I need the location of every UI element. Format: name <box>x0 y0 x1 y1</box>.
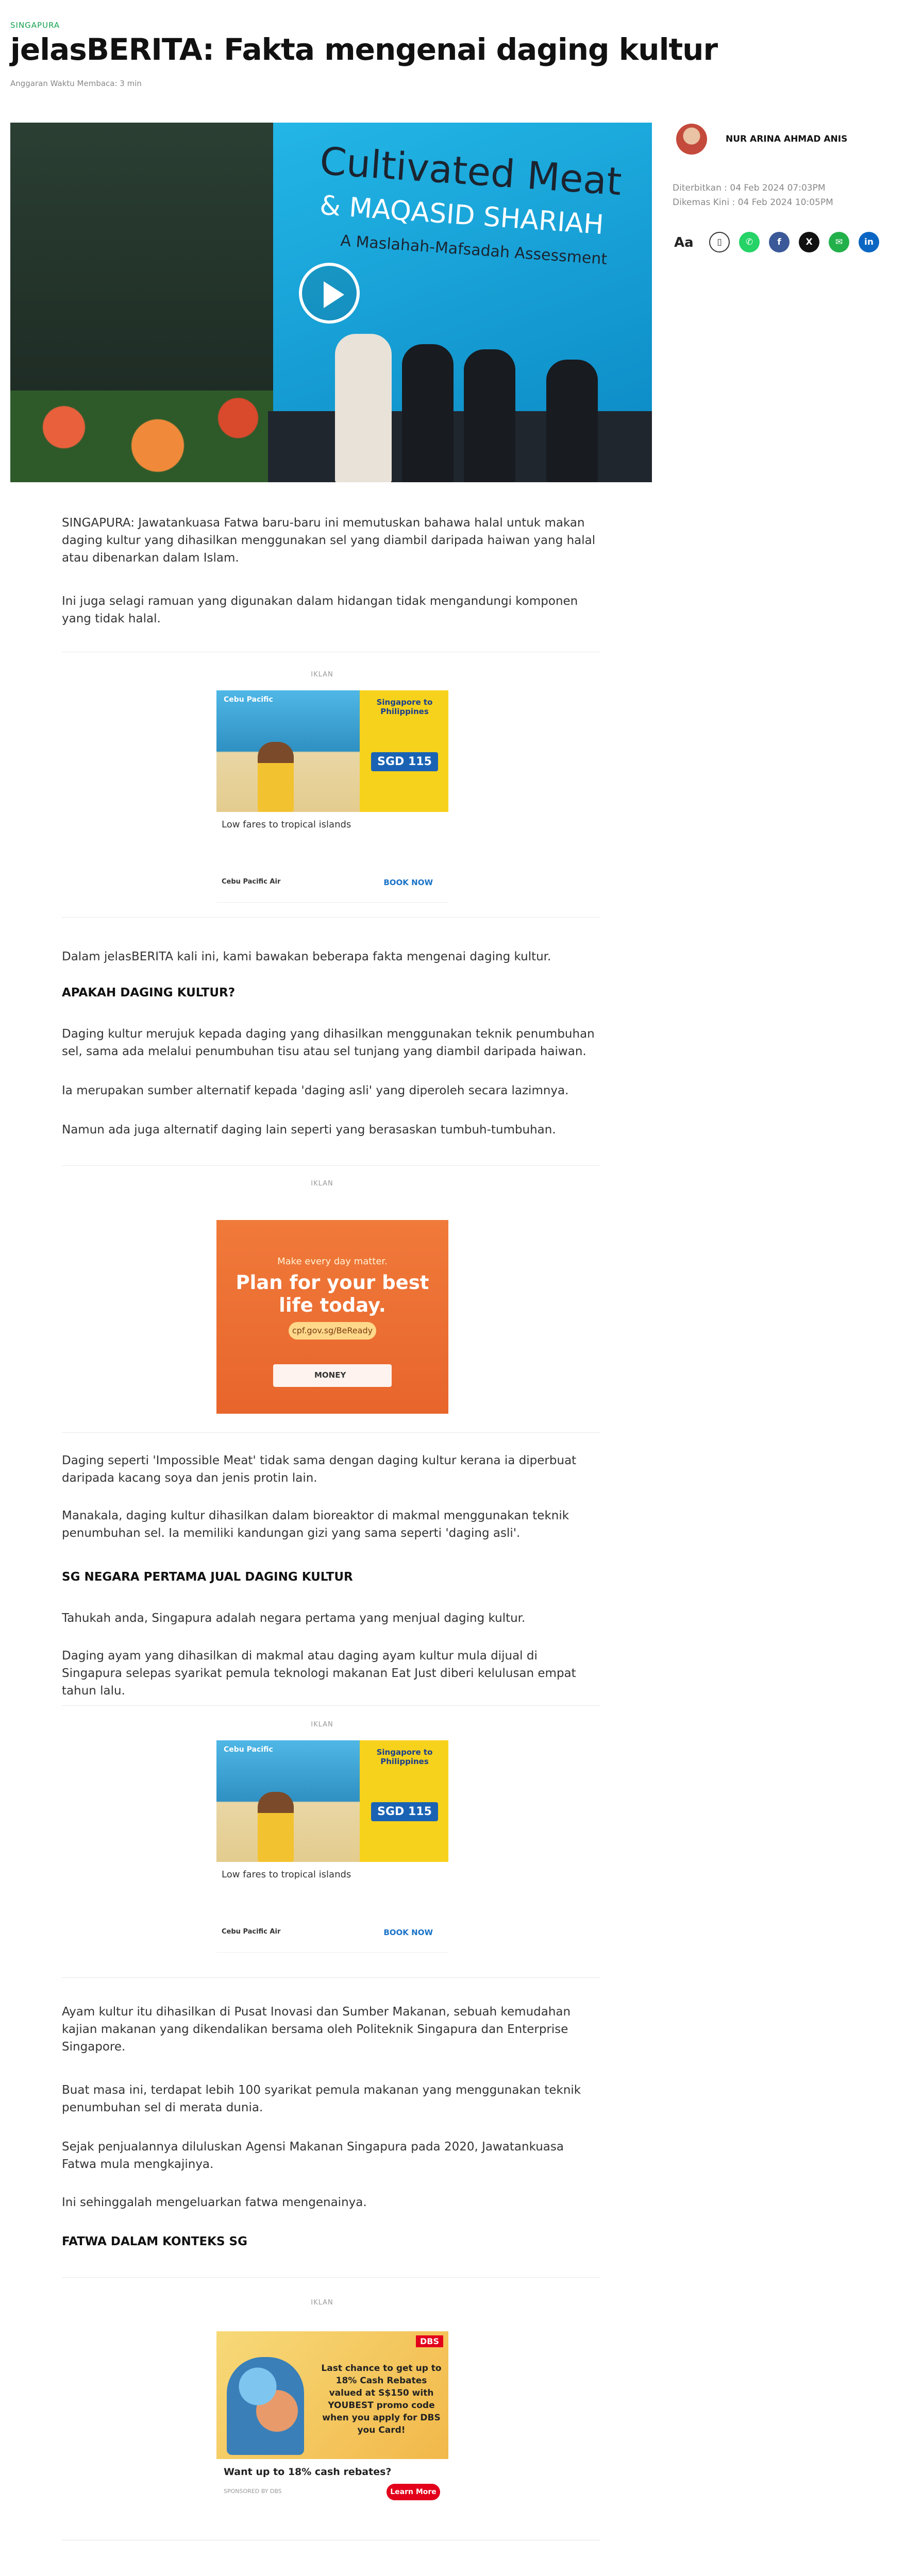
category-label[interactable]: SINGAPURA <box>10 21 60 30</box>
cebu-ad-price: SGD 115 <box>371 1802 438 1821</box>
cebu-ad-model <box>258 1792 294 1862</box>
cpf-ad-logo-text: MONEY <box>314 1370 346 1380</box>
paragraph: SINGAPURA: Jawatankuasa Fatwa baru-baru ini memutuskan bahawa halal untuk makan daging kultur yang dihasilkan menggunakan sel yang diambil daripada haiwan yang halal atau dibenarkan dalam Islam. <box>62 516 596 565</box>
paragraph: Dalam jelasBERITA kali ini, kami bawakan beberapa fakta mengenai daging kultur. <box>62 950 551 963</box>
author-avatar[interactable] <box>676 124 707 155</box>
paragraph: Daging seperti 'Impossible Meat' tidak sama dengan daging kultur kerana ia diperbuat daripada kacang soya dan jenis protin lain. <box>62 1454 577 1485</box>
play-button[interactable] <box>299 263 360 324</box>
hero-video[interactable] <box>10 123 652 482</box>
panelist <box>464 349 515 482</box>
cpf-ad-logos <box>273 1364 392 1387</box>
dbs-ad-photo <box>227 2357 304 2455</box>
cebu-ad-model <box>258 742 294 812</box>
cebu-book-now-button[interactable]: BOOK NOW <box>383 878 433 887</box>
paragraph: Sejak penjualannya diluluskan Agensi Makanan Singapura pada 2020, Jawatankuasa Fatwa mula mengkajinya. <box>62 2140 564 2171</box>
paragraph: Manakala, daging kultur dihasilkan dalam bioreaktor di makmal menggunakan teknik penumbuhan sel. Ia memiliki kandungan gizi yang sama seperti 'daging asli'. <box>62 1509 569 1540</box>
hero-screen-line3: A Maslahah-Mafsadah Assessment <box>340 231 608 269</box>
dbs-ad[interactable] <box>216 2331 448 2512</box>
bookmark-icon[interactable]: ▯ <box>709 232 730 252</box>
paragraph: Ayam kultur itu dihasilkan di Pusat Inovasi dan Sumber Makanan, sebuah kemudahan kajian makanan yang dikendalikan bersama oleh Politeknik Singapura dan Enterprise Singapore. <box>62 2005 571 2054</box>
ad-divider <box>62 917 600 918</box>
cebu-ad[interactable] <box>216 690 448 903</box>
cebu-ad-logo: Cebu Pacific Air <box>222 1928 281 1936</box>
linkedin-icon[interactable]: in <box>859 232 879 252</box>
cebu-ad-footer <box>216 1924 448 1944</box>
play-icon <box>324 281 344 308</box>
read-time: Anggaran Waktu Membaca: 3 min <box>10 79 142 88</box>
facebook-icon[interactable]: f <box>769 232 790 252</box>
section-heading: SG NEGARA PERTAMA JUAL DAGING KULTUR <box>62 1570 353 1584</box>
cebu-ad-destination: Singapore to Philippines <box>376 1748 433 1766</box>
ad-divider <box>62 1165 600 1166</box>
published-date: Diterbitkan : 04 Feb 2024 07:03PM <box>673 183 826 193</box>
hero-flowers <box>10 391 278 482</box>
x-icon[interactable]: X <box>799 232 819 252</box>
paragraph: Buat masa ini, terdapat lebih 100 syarikat pemula makanan yang menggunakan teknik penumbuhan sel di merata dunia. <box>62 2083 581 2114</box>
paragraph: Daging ayam yang dihasilkan di makmal atau daging ayam kultur mula dijual di Singapura selepas syarikat pemula teknologi makanan Eat Just diberi kelulusan empat tahun lalu. <box>62 1649 576 1698</box>
paragraph: Ini sehinggalah mengeluarkan fatwa mengenainya. <box>62 2196 367 2209</box>
ad-label: IKLAN <box>311 671 333 679</box>
cebu-ad-footer <box>216 874 448 894</box>
paragraph: Namun ada juga alternatif daging lain seperti yang berasaskan tumbuh-tumbuhan. <box>62 1123 556 1137</box>
cebu-ad-price: SGD 115 <box>371 752 438 771</box>
cebu-ad[interactable] <box>216 1740 448 1953</box>
hero-screen-line1: Cultivated Meat <box>318 139 623 205</box>
ad-divider <box>62 1432 600 1433</box>
panelist <box>402 344 454 482</box>
cebu-ad-logo: Cebu Pacific Air <box>222 878 281 886</box>
ad-label: IKLAN <box>311 1180 333 1188</box>
ad-divider <box>62 1705 600 1706</box>
dbs-ad-sponsor: SPONSORED BY DBS <box>224 2488 282 2495</box>
ad-label: IKLAN <box>311 2299 333 2307</box>
paragraph: Ia merupakan sumber alternatif kepada 'daging asli' yang diperoleh secara lazimnya. <box>62 1084 569 1097</box>
dbs-ad-text: Last chance to get up to 18% Cash Rebates valued at S$150 with YOUBEST promo code when you apply for DBS you Card! <box>321 2363 442 2435</box>
font-size-toggle[interactable]: Aa <box>674 235 694 250</box>
paragraph: Daging kultur merujuk kepada daging yang dihasilkan menggunakan teknik penumbuhan sel, sama ada melalui penumbuhan tisu atau sel tunjang yang diambil daripada haiwan. <box>62 1027 595 1058</box>
hero-screen-line2: & MAQASID SHARIAH <box>318 190 605 241</box>
updated-date: Dikemas Kini : 04 Feb 2024 10:05PM <box>673 197 833 208</box>
cebu-book-now-button[interactable]: BOOK NOW <box>383 1928 433 1937</box>
cebu-ad-caption: Low fares to tropical islands <box>222 819 351 830</box>
article-title: jelasBERITA: Fakta mengenai daging kultur <box>10 32 718 67</box>
paragraph: Ini juga selagi ramuan yang digunakan dalam hidangan tidak mengandungi komponen yang tidak halal. <box>62 595 578 625</box>
cpf-ad-tagline: Make every day matter. <box>277 1256 388 1267</box>
email-icon[interactable]: ✉ <box>829 232 849 252</box>
paragraph: Tahukah anda, Singapura adalah negara pertama yang menjual daging kultur. <box>62 1612 526 1625</box>
hero-stage <box>268 411 652 482</box>
cpf-ad-url[interactable]: cpf.gov.sg/BeReady <box>289 1322 376 1340</box>
dbs-learn-more-button[interactable]: Learn More <box>387 2484 440 2500</box>
ad-label: IKLAN <box>311 1721 333 1728</box>
author-name[interactable]: NUR ARINA AHMAD ANIS <box>726 134 848 144</box>
ad-divider <box>62 2277 600 2278</box>
ad-divider <box>62 1977 600 1978</box>
cebu-ad-brand: Cebu Pacific <box>224 696 273 704</box>
cebu-ad-brand: Cebu Pacific <box>224 1745 273 1754</box>
cpf-ad[interactable] <box>216 1220 448 1414</box>
cebu-ad-caption: Low fares to tropical islands <box>222 1869 351 1880</box>
cpf-ad-headline: Plan for your best life today. <box>236 1272 429 1316</box>
whatsapp-icon[interactable]: ✆ <box>739 232 760 252</box>
dbs-logo: DBS <box>416 2335 443 2347</box>
cebu-ad-destination: Singapore to Philippines <box>376 698 433 716</box>
panelist <box>335 334 392 482</box>
panelist <box>546 360 598 482</box>
section-heading: APAKAH DAGING KULTUR? <box>62 986 236 999</box>
section-heading: FATWA DALAM KONTEKS SG <box>62 2235 247 2248</box>
dbs-ad-title: Want up to 18% cash rebates? <box>224 2466 392 2478</box>
